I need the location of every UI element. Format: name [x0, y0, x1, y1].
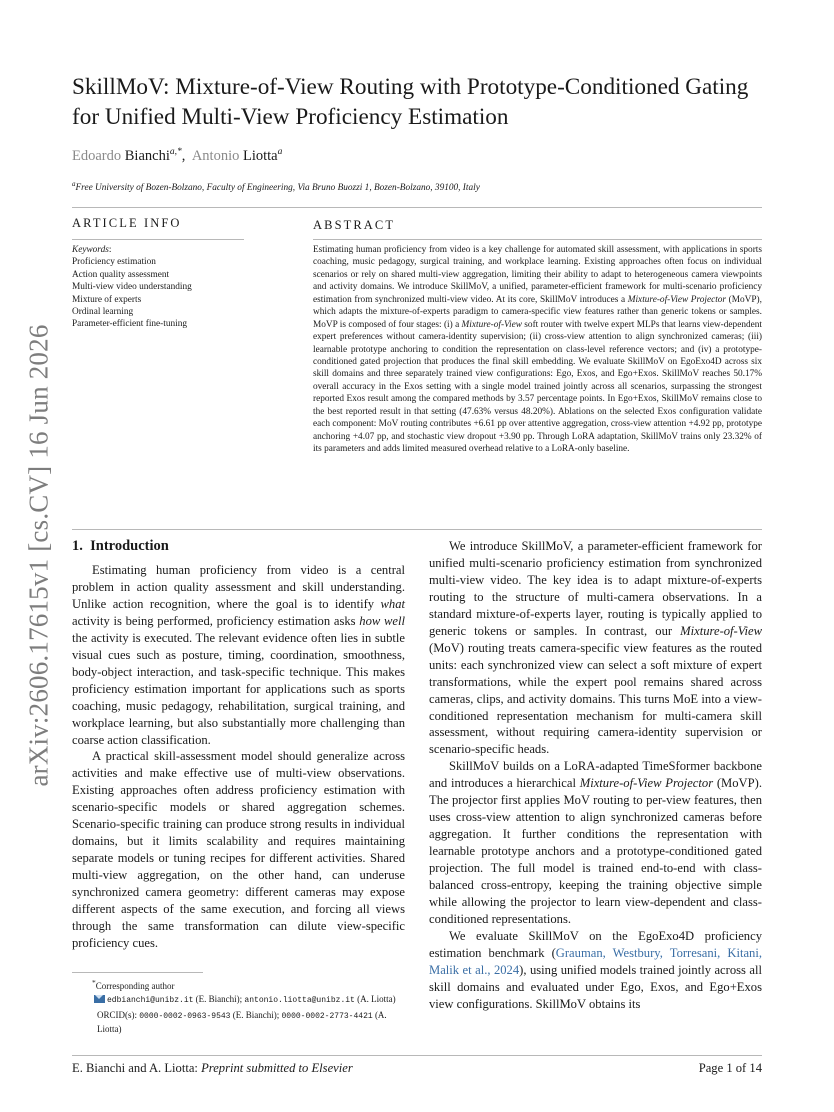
affiliation: $^a$Free University of Bozen-Bolzano, Faculty of Engineering, Via Bruno Buozzi 1, Bozen-Bolzano, 39100, Italy: [72, 180, 480, 194]
abstract-heading: ABSTRACT: [313, 218, 396, 232]
intro-right-column: [429, 538, 762, 1013]
keyword-item: Parameter-efficient fine-tuning: [72, 319, 188, 330]
keyword-item: Mixture of experts: [72, 294, 142, 305]
paper-title: SkillMoV: Mixture-of-View Routing with Prototype-Conditioned Gating for Unified Multi-View Proficiency Estimation: [72, 74, 749, 130]
section-heading-introduction: 1. Introduction: [72, 538, 169, 554]
keyword-item: Proficiency estimation: [72, 257, 156, 268]
footnotes: [72, 972, 405, 1036]
author-1: Edoardo Bianchi$^{a,*}$: [72, 147, 182, 164]
keyword-item: Ordinal learning: [72, 307, 134, 318]
keyword-item: Multi-view video understanding: [72, 282, 192, 293]
intro-paragraph: We introduce SkillMoV, a parameter-efficient framework for unified multi-scenario proficiency estimation from synchronized multi-view video. The key idea is to adapt mixture-of-experts routing to the structure of multi-camera observations. In a standard mixture-of-experts layer, routing is typically applied to generic tokens or samples. In contrast, our Mixture-of-View (MoV) routing treats camera-specific view features as the routed units: each synchronized view can select a soft mixture of expert transformations, while the expert pool remains shared across cameras, clips, and activity domains. This turns MoE into a view-conditioned representation mechanism for multi-camera skill assessment, without requiring camera-identity supervision or scenario-specific heads.: [429, 539, 762, 757]
email-link[interactable]: antonio.liotta@unibz.it: [244, 996, 355, 1005]
abstract-body: Estimating human proficiency from video is a key challenge for automated skill assessment, with applications in sports coaching, music pedagogy, surgical training, and workplace learning. Existing approaches often focus on individual scenarios or rely on shared multi-view aggregation, limiting their ability to adapt to heterogeneous camera viewpoints and activity domains. We introduce SkillMoV, a unified, parameter-efficient framework for multi-scenario proficiency estimation from synchronized multi-view video. At its core, SkillMoV introduces a Mixture-of-View Projector (MoVP), which adapts the mixture-of-experts paradigm to camera-specific view features rather than generic tokens or samples. MoVP is composed of four stages: (i) a Mixture-of-View soft router with twelve expert MLPs that learns view-dependent expert preferences without camera-identity supervision; (ii) cross-view attention to align synchronized cameras; (iii) learnable prototype anchoring to condition the representation on class-level reference vectors; and (iv) a prototype-conditioned gated projection that produces the final skill embedding. We evaluate SkillMoV on EgoExo4D across six skill domains and three separately trained view configurations: Ego, Exos, and Ego+Exos. SkillMoV reaches 50.17% overall accuracy in the Exos setting with a single model trained jointly across all scenarios, surpassing the strongest reported Exos result among the compared methods by 3.57 percentage points. In Ego+Exos, SkillMoV remains close to the best reported result in that setting (47.63% versus 48.20%). Ablations on the selected Exos configuration validate each component: MoV routing contributes +6.61 pp over attentive aggregation, cross-view attention +4.92 pp, prototype anchoring +4.07 pp, and stochastic view dropout +3.90 pp. Through LoRA adaptation, SkillMoV trains only 23.32% of its parameters and adds limited measured overhead relative to a LoRA-only baseline.: [313, 245, 762, 454]
intro-left-column: [72, 562, 405, 952]
abstract-rule: [313, 239, 762, 240]
footnote-emails: edbianchi@unibz.it (E. Bianchi); antonio.liotta@unibz.it (A. Liotta): [72, 993, 405, 1007]
intro-paragraph: Estimating human proficiency from video is a central problem in action quality assessment and skill understanding. Unlike action recognition, where the goal is to identify what activity is being performed, proficiency estimation asks how well the activity is executed. The relevant evidence often lies in subtle visual cues such as posture, timing, coordination, smoothness, body-object interaction, and task-specific technique. This makes proficiency estimation important for applications such as sports coaching, music pedagogy, rehabilitation, surgical training, and workplace learning, but also substantially more challenging than coarse action classification.: [72, 563, 405, 747]
intro-paragraph: SkillMoV builds on a LoRA-adapted TimeSformer backbone and introduces a hierarchical Mixture-of-View Projector (MoVP). The projector first applies MoV routing to per-view features, then uses cross-view attention to align synchronized cameras before aggregation. It further conditions the representation with learnable prototype anchors and a prototype-conditioned gated projection. The full model is trained end-to-end with class-balanced cross-entropy, keeping the training objective simple while allowing the projector to learn view-dependent and class-conditioned representations.: [429, 759, 762, 926]
abstract-divider: [72, 529, 762, 530]
page-number: Page 1 of 14: [698, 1061, 762, 1075]
citation-link[interactable]: Grauman, Westbury, Torresani, Kitani, Malik et al., 2024: [429, 945, 762, 977]
article-info-heading: ARTICLE INFO: [72, 216, 182, 230]
article-info-rule: [72, 239, 244, 240]
author-list: Edoardo Bianchi$^{a,*}$, Antonio Liotta$^a$: [72, 147, 283, 164]
footer-running-title: E. Bianchi and A. Liotta: Preprint submitted to Elsevier: [72, 1061, 353, 1075]
footnote-rule: [72, 972, 203, 973]
keywords-block: [72, 244, 247, 331]
orcid-link[interactable]: 0000-0002-2773-4421: [281, 1012, 373, 1021]
keyword-item: Action quality assessment: [72, 269, 170, 280]
author-2: Antonio Liotta$^a$: [191, 147, 283, 164]
keywords-label: Keywords:: [72, 245, 112, 255]
orcid-link[interactable]: 0000-0002-0963-9543: [139, 1012, 231, 1021]
intro-paragraph: A practical skill-assessment model should generalize across activities and make effective use of multi-view observations. Existing approaches often address proficiency estimation with scenario-specific models or shared aggregation schemes. Scenario-specific training can produce strong results in individual domains, but it limits scalability and requires maintaining separate models or tuning recipes for different activities. Shared multi-view aggregation, on the other hand, can underuse synchronized camera geometry: different cameras may expose different aspects of the same execution, and forcing all views through the same transformation can dilute view-specific proficiency cues.: [72, 749, 405, 950]
arxiv-identifier-stamp: arXiv:2606.17615v1 [cs.CV] 16 Jun 2026: [23, 323, 54, 787]
footer-divider: [72, 1055, 762, 1056]
footnote-orcid: ORCID(s): 0000-0002-0963-9543 (E. Bianchi); 0000-0002-2773-4421 (A. Liotta): [97, 1010, 387, 1034]
email-link[interactable]: edbianchi@unibz.it: [107, 996, 194, 1005]
intro-paragraph: We evaluate SkillMoV on the EgoExo4D proficiency estimation benchmark (Grauman, Westbury, Torresani, Kitani, Malik et al., 2024), using unified models trained jointly across all skill domains and evaluated under Ego, Exos, and Ego+Exos view configurations. SkillMoV obtains its: [429, 928, 762, 1011]
envelope-icon: [94, 995, 105, 1003]
header-divider: [72, 207, 762, 208]
footnote-corresponding: *Corresponding author: [92, 978, 175, 991]
